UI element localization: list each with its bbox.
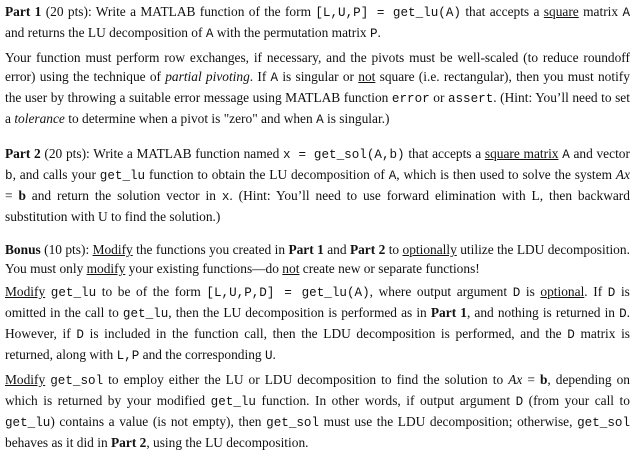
part2-heading: Part 2 xyxy=(5,146,41,161)
bonus-lu-signature: [L,U,P,D] = get_lu(A) xyxy=(206,286,370,300)
part1-signature: [L,U,P] = get_lu(A) xyxy=(315,6,461,20)
part2-signature: x = get_sol(A,b) xyxy=(282,148,405,162)
tolerance-term: tolerance xyxy=(14,111,65,126)
part1-heading: Part 1 xyxy=(5,4,42,19)
partial-pivoting-term: partial pivoting xyxy=(165,69,250,84)
assignment-document xyxy=(5,2,630,452)
bonus-get-sol-spec: Modify get_sol to employ either the LU or LDU decomposition to find the solution to Ax = b, depending on which is returned by your modified get_lu function. In other words, if output argument D (from your call to get_lu) contains a value (is not empty), then get_sol must use the LDU decomposition; otherwise, get_sol behaves as it did in Part 2, using the LU decomposition. xyxy=(5,372,631,450)
part1-requirements: Your function must perform row exchanges, if necessary, and the pivots must be well-scaled (to reduce roundoff error) using the technique of partial pivoting. If A is singular or not square (i.e. rectangular), then you must notify the user by throwing a suitable error message using MATLAB function error or assert. (Hint: You’ll need to set a tolerance to determine when a pivot is "zero" and when A is singular.) xyxy=(5,50,630,127)
bonus-heading: Bonus xyxy=(5,242,41,257)
bonus-intro: Bonus (10 pts): Modify the functions you created in Part 1 and Part 2 to optionally utilize the LDU decomposition. You must only modify your existing functions—do not create new or separate functions! xyxy=(5,242,630,276)
part2-paragraph: Part 2 (20 pts): Write a MATLAB function named x = get_sol(A,b) that accepts a square matrix A and vector b, and calls your get_lu function to obtain the LU decomposition of A, which is then used to solve the system Ax = b and return the solution vector in x. (Hint: You’ll need to use forward elimination with L, then backward substitution with U to find the solution.) xyxy=(5,146,630,224)
bonus-get-lu-spec: Modify get_lu to be of the form [L,U,P,D] = get_lu(A), where output argument D is optional. If D is omitted in the call to get_lu, then the LU decomposition is performed as in Part 1, and nothing is returned in D. However, if D is included in the function call, then the LDU decomposition is performed, and the D matrix is returned, along with L,P and the corresponding U. xyxy=(5,284,631,363)
part1-intro: Part 1 (20 pts): Write a MATLAB function of the form [L,U,P] = get_lu(A) that accepts a square matrix A and returns the LU decomposition of A with the permutation matrix P. xyxy=(5,4,630,41)
